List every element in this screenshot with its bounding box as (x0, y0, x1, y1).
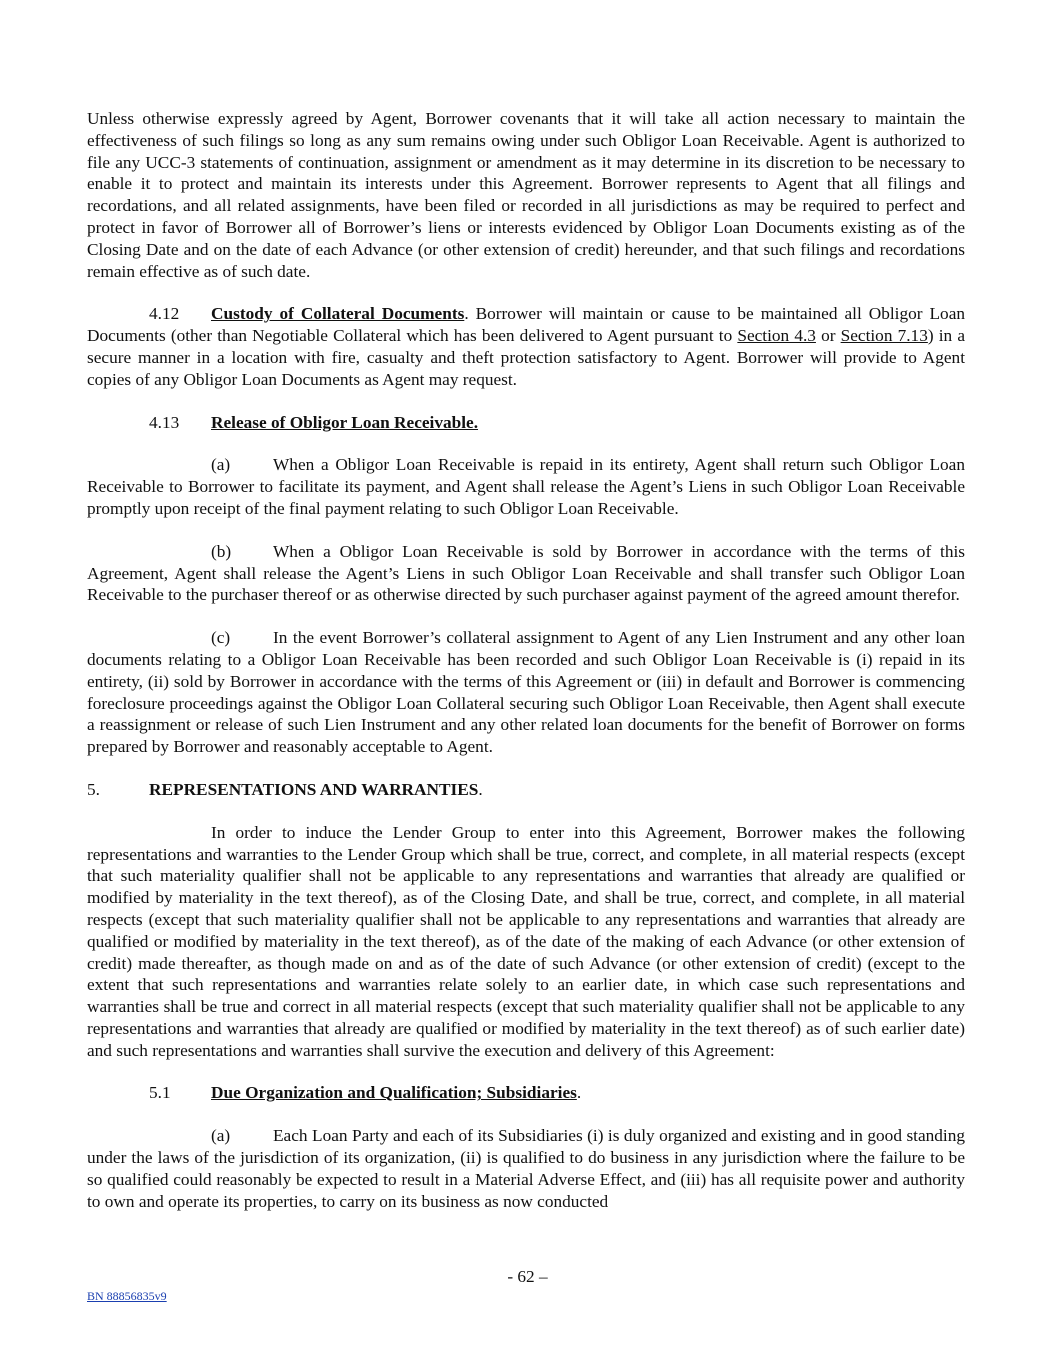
section-text: or (815, 326, 841, 346)
section-heading: Custody of Collateral Documents (211, 304, 465, 324)
section-5-heading (87, 779, 965, 801)
subsection-text: When a Obligor Loan Receivable is sold by Borrower in accordance with the terms of this Agreement, Agent shall release the Agent’s Liens in such Obligor Loan Receivable and shall transfer such Obligor Loan Receivable to the purchaser thereof or as otherwise directed by such purchaser against payment of the agreed amount therefor. (87, 541, 965, 605)
section-text: . Borrower will maintain or cause to be maintained all Obligor Loan Documents (other than Negotiable Collateral which has been delivered to Agent pursuant to (87, 304, 965, 346)
section-heading: REPRESENTATIONS AND WARRANTIES (149, 779, 479, 799)
section-number: 4.12 (149, 304, 180, 324)
cross-reference-section-7-13: Section 7.13 (840, 326, 928, 346)
section-5-1 (87, 1082, 965, 1104)
subsection-5-1-a (87, 1125, 965, 1212)
section-heading: Release of Obligor Loan Receivable. (211, 412, 479, 432)
heading-period: . (576, 1083, 582, 1103)
subsection-4-13-c (87, 627, 965, 758)
section-4-13 (87, 412, 965, 434)
subsection-text: In the event Borrower’s collateral assignment to Agent of any Lien Instrument and any other loan documents relating to a Obligor Loan Receivable has been recorded and such Obligor Loan Receivable is (i) repaid in its entirety, (ii) sold by Borrower in accordance with the terms of this Agreement or (iii) in default and Borrower is commencing foreclosure proceedings against the Obligor Loan Collateral securing such Obligor Loan Receivable, then Agent shall execute a reassignment or release of such Lien Instrument and any other related loan documents for the benefit of Borrower on forms prepared by Borrower and reasonably acceptable to Agent. (87, 628, 965, 757)
document-id: BN 88856835v9 (87, 1289, 167, 1303)
document-page (87, 108, 965, 1233)
section-number: 4.13 (149, 412, 180, 432)
subsection-label: (c) (211, 628, 231, 648)
section-number: 5. (87, 779, 100, 799)
page-number: - 62 – (507, 1267, 548, 1286)
subsection-4-13-b (87, 541, 965, 606)
subsection-label: (b) (211, 541, 232, 561)
section-heading: Due Organization and Qualification; Subsidiaries (211, 1083, 577, 1103)
subsection-4-13-a (87, 454, 965, 519)
section-text: ) in a secure manner in a location with fire, casualty and theft protection satisfactory to Agent. Borrower will provide to Agent copies of any Obligor Loan Documents as Agent may request. (87, 326, 965, 389)
subsection-label: (a) (211, 455, 231, 475)
cross-reference-section-4-3: Section 4.3 (737, 326, 816, 346)
section-5-intro: In order to induce the Lender Group to enter into this Agreement, Borrower makes the following representations and warranties to the Lender Group which shall be true, correct, and complete, in all material respects (except that such materiality qualifier shall not be applicable to any representations and warranties that already are qualified or modified by materiality in the text thereof), as of the Closing Date, and shall be true, correct, and complete, in all material respects (except that such materiality qualifier shall not be applicable to any representations and warranties that already are qualified or modified by materiality in the text thereof), as of the date of the making of each Advance (or other extension of credit) made thereafter, as though made on and as of the date of such Advance (or other extension of credit) (except to the extent that such representations and warranties relate solely to an earlier date, in which case such representations and warranties shall be true and correct in all material respects (except that such materiality qualifier shall not be applicable to any representations and warranties that already are qualified or modified by materiality in the text thereof) as of such earlier date) and such representations and warranties shall survive the execution and delivery of this Agreement: (87, 822, 965, 1060)
subsection-label: (a) (211, 1126, 231, 1146)
paragraph-filings-continuation: Unless otherwise expressly agreed by Agent, Borrower covenants that it will take all action necessary to maintain the effectiveness of such filings so long as any sum remains owing under such Obligor Loan Receivable. Agent is authorized to file any UCC-3 statements of continuation, assignment or amendment as it may determine in its discretion to be necessary to enable it to protect and maintain its interests under this Agreement. Borrower represents to Agent that all filings and recordations, and all related assignments, have been filed or recorded in all jurisdictions as may be required to perfect and protect in favor of Borrower all of Borrower’s liens or interests evidenced by Obligor Loan Documents existing as of the Closing Date and on the date of each Advance (or other extension of credit) hereunder, and that such filings and recordations remain effective as of such date. (87, 109, 965, 281)
section-4-12 (87, 303, 965, 390)
heading-period: . (478, 779, 483, 799)
subsection-text: Each Loan Party and each of its Subsidiaries (i) is duly organized and existing and in good standing under the laws of the jurisdiction of its organization, (ii) is qualified to do business in any jurisdiction where the failure to be so qualified could reasonably be expected to result in a Material Adverse Effect, and (iii) has all requisite power and authority to own and operate its properties, to carry on its business as now conducted (87, 1126, 965, 1211)
section-number: 5.1 (149, 1083, 171, 1103)
subsection-text: When a Obligor Loan Receivable is repaid in its entirety, Agent shall return such Obligor Loan Receivable to Borrower to facilitate its payment, and Agent shall release the Agent’s Liens in such Obligor Loan Receivable promptly upon receipt of the final payment relating to such Obligor Loan Receivable. (87, 455, 965, 518)
